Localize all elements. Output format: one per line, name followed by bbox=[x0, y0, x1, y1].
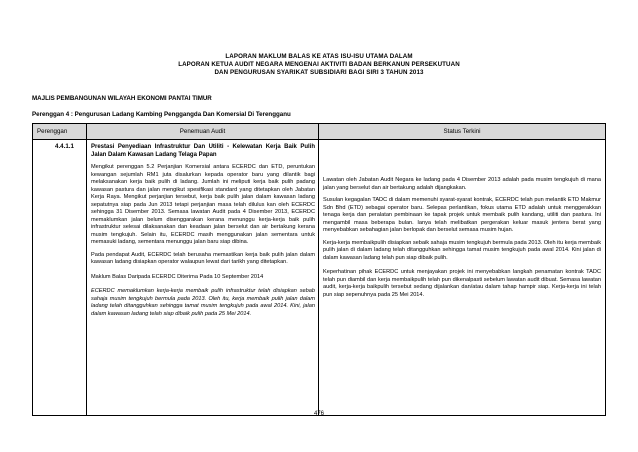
status-cell bbox=[319, 140, 606, 416]
finding-para-2: Pada pendapat Audit, ECERDC telah berusaha memastikan kerja baik pulih jalan dalam kawasan ladang disiapkan operator walaupun lewat dari tarikh yang ditetapkan. bbox=[91, 251, 315, 265]
audit-table bbox=[32, 123, 606, 416]
status-para-1: Lawatan oleh Jabatan Audit Negara ke ladang pada 4 Disember 2013 adalah pada musim tengkujuh di mana jalan yang berselut dan air bertakung adalah dijangkakan. bbox=[323, 177, 601, 191]
paragraph-ref: 4.4.1.1 bbox=[33, 140, 87, 416]
finding-para-3: Maklum Balas Daripada ECERDC Diterima Pada 10 September 2014 bbox=[91, 273, 264, 280]
header-perenggan: Perenggan bbox=[33, 124, 87, 140]
status-para-3: Kerja-kerja membaikpulih disiapkan sebaik sahaja musim tengkujuh bermula pada 2013. Oleh itu kerja membaik pulih jalan di dalam ladang telah ditangguhkan sehingga tamat musim tengkujuh pada awal 2014. Kini jalan di dalam kawasan ladang telah pun siap dibaik pulih. bbox=[323, 239, 601, 261]
header-status-terkini: Status Terkini bbox=[319, 124, 606, 140]
header-penemuan-audit: Penemuan Audit bbox=[87, 124, 319, 140]
agency-title: MAJLIS PEMBANGUNAN WILAYAH EKONOMI PANTAI TIMUR bbox=[32, 95, 212, 102]
status-para-4: Keperhatinan pihak ECERDC untuk menjayakan projek ini menyebabkan langkah penamatan kontrak TADC telah pun diambil dan kerja membaikpulih telah pun dikenalpasti sebelum lawatan audit dibuat. Semasa lawatan audit, kerja-kerja baikpulih tersebut sedang dijalankan dan/atau dalam tahap hampir siap. Kerja-kerja ini telah pun siap sepenuhnya pada 25 Mei 2014. bbox=[323, 269, 601, 298]
report-header bbox=[0, 53, 638, 77]
finding-para-4: ECERDC memaklumkan kerja-kerja membaik pulih infrastruktur telah disiapkan sebab sahaja musim tengkujuh bermula pada 2013. Oleh itu, kerja membaik pulih jalan dalam ladang telah ditangguhkan sehingga tamat musim tengkujuh pada awal 2014. Kini, jalan dalam kawasan ladang telah siap dibaik pulih pada 25 Mei 2014. bbox=[91, 288, 315, 317]
header-line-3: DAN PENGURUSAN SYARIKAT SUBSIDIARI BAGI SIRI 3 TAHUN 2013 bbox=[214, 69, 424, 76]
header-line-1: LAPORAN MAKLUM BALAS KE ATAS ISU-ISU UTAMA DALAM bbox=[225, 53, 413, 60]
status-para-2: Susulan kegagalan TADC di dalam memenuhi syarat-syarat kontrak, ECERDC telah pun melantik ETD Makmur Sdn Bhd (ETD) sebagai operator baru. Selepas perlantikan, fokus utama ETD adalah untuk menggerakkan tenaga kerja dan peralatan pembinaan ke tapak projek untuk membaik pulih kandang, utiliti dan pastura. Ini mengambil masa beberapa bulan. Ianya telah melibatkan pergerakan keluar masuk jentera berat yang menyebabkan sebahagian jalan berlopak dan berselut semasa musim hujan. bbox=[323, 197, 601, 233]
finding-title: Prestasi Penyediaan Infrastruktur Dan Utiliti - Kelewatan Kerja Baik Pulih Jalan Dalam Kawasan Ladang Telaga Papan bbox=[91, 144, 315, 158]
table-header-row bbox=[33, 124, 606, 140]
finding-para-1: Mengikut perenggan 5.2 Perjanjian Komersial antara ECERDC dan ETD, peruntukan kewangan sejumlah RM1 juta disalurkan kepada operator baru yang dilantik bagi melaksanakan kerja baik pulih di ladang. Jumlah ini meliputi kerja baik pulih padang kawasan pastura dan jalan mengikut spesifikasi standard yang ditetapkan oleh Jabatan Kerja Raya. Mengikut perjanjian tersebut, kerja baik pulih jalan dalam kawasan ladang sepatutnya siap pada Jun 2013 tetapi perjanjian masa telah dilulus kan oleh ECERDC sehingga 31 Disember 2013. Semasa lawatan Audit pada 4 Disember 2013, ECERDC memaklumkan jalan belum disenggarakan kerana menunggu kerja-kerja baik pulih infrastruktur selesai dilaksanakan dan keadaan jalan berselut dan air bertakung kerana musim tengkujuh. Selain itu, ECERDC masih menggunakan jalan sementara untuk memasuki ladang, sementara menunggu jalan baru siap dibina. bbox=[91, 164, 315, 245]
paragraph-title: Perenggan 4 : Pengurusan Ladang Kambing Penggangda Dan Komersial Di Terengganu bbox=[32, 111, 291, 118]
header-line-2: LAPORAN KETUA AUDIT NEGARA MENGENAI AKTIVITI BADAN BERKANUN PERSEKUTUAN bbox=[178, 61, 460, 68]
page-number: 476 bbox=[313, 411, 324, 417]
table-row bbox=[33, 140, 606, 416]
finding-cell bbox=[87, 140, 319, 416]
